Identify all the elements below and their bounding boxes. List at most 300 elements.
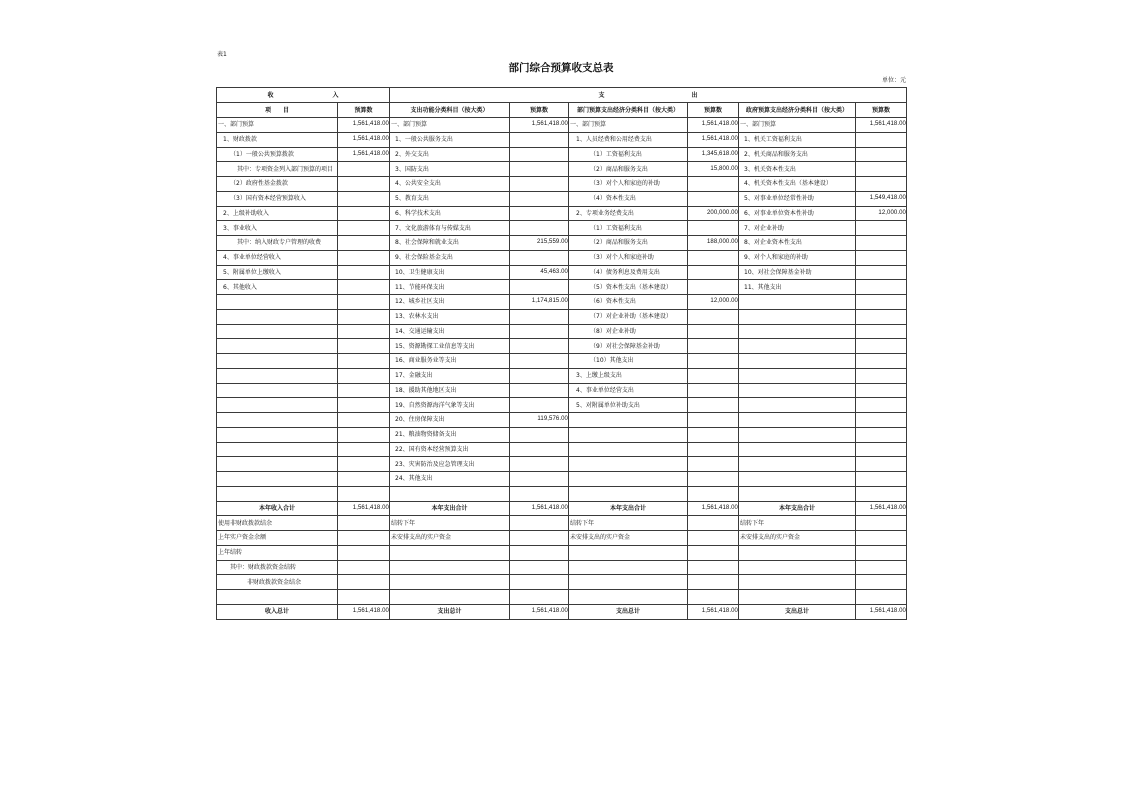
function-budget-cell: 1,174,815.00 <box>510 295 569 310</box>
gov-econ-budget-cell <box>856 486 907 501</box>
function-budget-cell: 119,576.00 <box>510 413 569 428</box>
function-item-cell: 6、科学技术支出 <box>390 206 510 221</box>
function-item-cell: 23、灾害防治及应急管理支出 <box>390 457 510 472</box>
income-budget-cell <box>338 427 390 442</box>
dept-econ-item-cell: （1）工资福利支出 <box>569 147 688 162</box>
expense-header-char: 出 <box>691 91 698 99</box>
income-budget-cell: 1,561,418.00 <box>338 147 390 162</box>
gov-econ-item-cell: 本年支出合计 <box>739 501 856 516</box>
gov-econ-budget-cell <box>856 295 907 310</box>
table-row <box>217 206 907 221</box>
income-item-cell: 3、事业收入 <box>217 221 338 236</box>
dept-econ-budget-cell <box>688 457 739 472</box>
income-budget-cell <box>338 236 390 251</box>
function-budget-cell <box>510 309 569 324</box>
gov-econ-budget-cell <box>856 221 907 236</box>
dept-econ-budget-cell <box>688 560 739 575</box>
income-item-cell <box>217 354 338 369</box>
expense-group-header <box>390 88 907 103</box>
gov-econ-budget-cell <box>856 236 907 251</box>
gov-econ-item-cell <box>739 545 856 560</box>
dept-econ-item-cell: （5）资本性支出（基本建设） <box>569 280 688 295</box>
function-item-cell: 9、社会保险基金支出 <box>390 250 510 265</box>
function-item-cell: 20、住房保障支出 <box>390 413 510 428</box>
table-row <box>217 250 907 265</box>
income-budget-cell <box>338 457 390 472</box>
function-budget-cell <box>510 339 569 354</box>
table-row <box>217 383 907 398</box>
function-budget-cell <box>510 162 569 177</box>
dept-econ-budget-cell <box>688 309 739 324</box>
function-budget-cell <box>510 132 569 147</box>
dept-econ-item-cell: 1、人员经费和公用经费支出 <box>569 132 688 147</box>
function-item-cell: 未安排支出的实户资金 <box>390 531 510 546</box>
function-budget-cell <box>510 191 569 206</box>
gov-econ-item-cell <box>739 295 856 310</box>
gov-econ-budget-cell <box>856 516 907 531</box>
dept-econ-item-cell: 4、事业单位经营支出 <box>569 383 688 398</box>
budget-summary-table <box>216 87 907 620</box>
table-row <box>217 472 907 487</box>
gov-econ-item-cell <box>739 575 856 590</box>
gov-econ-item-cell <box>739 486 856 501</box>
function-budget-cell <box>510 486 569 501</box>
income-budget-cell <box>338 265 390 280</box>
income-budget-cell <box>338 383 390 398</box>
expense-header-char: 支 <box>598 91 605 99</box>
function-budget-cell: 1,561,418.00 <box>510 118 569 133</box>
gov-econ-budget-cell <box>856 560 907 575</box>
dept-econ-budget-cell <box>688 442 739 457</box>
function-item-cell <box>390 590 510 605</box>
gov-econ-item-cell <box>739 368 856 383</box>
income-item-cell: 上年实户资金余额 <box>217 531 338 546</box>
dept-econ-budget-cell: 188,000.00 <box>688 236 739 251</box>
dept-econ-item-cell <box>569 472 688 487</box>
dept-econ-item-cell <box>569 442 688 457</box>
income-budget-cell <box>338 280 390 295</box>
dept-econ-budget-cell <box>688 383 739 398</box>
dept-econ-budget-cell <box>688 265 739 280</box>
income-item-cell: 使用非财政拨款结余 <box>217 516 338 531</box>
gov-econ-item-header: 政府预算支出经济分类科目（按大类） <box>739 103 856 118</box>
gov-econ-item-cell: 未安排支出的实户资金 <box>739 531 856 546</box>
dept-econ-item-cell: 一、部门预算 <box>569 118 688 133</box>
function-budget-cell <box>510 575 569 590</box>
income-budget-cell <box>338 162 390 177</box>
function-item-header: 支出功能分类科目（按大类） <box>390 103 510 118</box>
gov-econ-item-cell: 一、部门预算 <box>739 118 856 133</box>
dept-econ-budget-cell <box>688 354 739 369</box>
function-item-cell: 15、资源勘探工业信息等支出 <box>390 339 510 354</box>
gov-econ-budget-cell <box>856 250 907 265</box>
income-item-cell <box>217 442 338 457</box>
gov-econ-item-cell <box>739 560 856 575</box>
income-budget-cell <box>338 560 390 575</box>
gov-econ-budget-cell <box>856 354 907 369</box>
income-budget-cell <box>338 575 390 590</box>
table-row <box>217 516 907 531</box>
gov-econ-item-cell: 4、机关资本性支出（基本建设） <box>739 177 856 192</box>
dept-econ-item-cell <box>569 575 688 590</box>
function-item-cell <box>390 486 510 501</box>
gov-econ-item-cell: 2、机关商品和服务支出 <box>739 147 856 162</box>
income-budget-cell <box>338 309 390 324</box>
function-budget-header: 预算数 <box>510 103 569 118</box>
gov-econ-item-cell: 8、对企业资本性支出 <box>739 236 856 251</box>
function-budget-cell <box>510 531 569 546</box>
dept-econ-budget-cell <box>688 472 739 487</box>
income-item-cell: 5、附属单位上缴收入 <box>217 265 338 280</box>
gov-econ-budget-cell <box>856 339 907 354</box>
income-header-char: 收 <box>267 91 274 99</box>
income-budget-cell <box>338 486 390 501</box>
income-item-cell <box>217 472 338 487</box>
dept-econ-budget-cell: 200,000.00 <box>688 206 739 221</box>
function-budget-cell <box>510 427 569 442</box>
dept-econ-item-cell: 2、专项业务经费支出 <box>569 206 688 221</box>
income-budget-cell <box>338 442 390 457</box>
income-budget-header: 预算数 <box>338 103 390 118</box>
dept-econ-budget-cell <box>688 339 739 354</box>
gov-econ-item-cell <box>739 472 856 487</box>
function-item-cell: 7、文化旅游体育与传媒支出 <box>390 221 510 236</box>
table-row <box>217 354 907 369</box>
gov-econ-item-cell: 支出总计 <box>739 604 856 619</box>
dept-econ-budget-cell <box>688 177 739 192</box>
dept-econ-budget-cell <box>688 280 739 295</box>
function-item-cell: 8、社会保障和就业支出 <box>390 236 510 251</box>
dept-econ-budget-cell: 1,561,418.00 <box>688 604 739 619</box>
income-budget-cell <box>338 413 390 428</box>
dept-econ-item-cell: （10）其他支出 <box>569 354 688 369</box>
dept-econ-item-cell <box>569 486 688 501</box>
table-row <box>217 309 907 324</box>
function-item-cell: 2、外交支出 <box>390 147 510 162</box>
function-budget-cell <box>510 383 569 398</box>
table-row <box>217 132 907 147</box>
income-budget-cell <box>338 398 390 413</box>
table-row <box>217 221 907 236</box>
function-item-cell: 10、卫生健康支出 <box>390 265 510 280</box>
income-budget-cell: 1,561,418.00 <box>338 501 390 516</box>
income-item-cell: （1）一般公共预算拨款 <box>217 147 338 162</box>
gov-econ-item-cell <box>739 339 856 354</box>
dept-econ-item-cell <box>569 590 688 605</box>
group-header-row <box>217 88 907 103</box>
function-budget-cell <box>510 457 569 472</box>
function-budget-cell: 1,561,418.00 <box>510 501 569 516</box>
dept-econ-budget-cell <box>688 413 739 428</box>
dept-econ-item-cell: （9）对社会保障基金补助 <box>569 339 688 354</box>
income-item-cell: 非财政拨款资金结余 <box>217 575 338 590</box>
function-item-cell: 19、自然资源海洋气象等支出 <box>390 398 510 413</box>
dept-econ-budget-cell <box>688 516 739 531</box>
gov-econ-item-cell <box>739 309 856 324</box>
income-item-cell <box>217 427 338 442</box>
income-item-cell: 1、财政拨款 <box>217 132 338 147</box>
function-item-cell: 3、国防支出 <box>390 162 510 177</box>
function-item-cell: 18、援助其他地区支出 <box>390 383 510 398</box>
gov-econ-budget-cell <box>856 162 907 177</box>
gov-econ-budget-cell <box>856 383 907 398</box>
table-row <box>217 604 907 619</box>
gov-econ-item-cell: 5、对事业单位经常性补助 <box>739 191 856 206</box>
gov-econ-item-cell <box>739 590 856 605</box>
gov-econ-budget-cell <box>856 413 907 428</box>
table-row <box>217 280 907 295</box>
gov-econ-item-cell <box>739 324 856 339</box>
table-row <box>217 442 907 457</box>
gov-econ-budget-cell <box>856 472 907 487</box>
gov-econ-budget-cell <box>856 280 907 295</box>
income-item-cell: 其中：财政拨款资金结转 <box>217 560 338 575</box>
function-budget-cell <box>510 177 569 192</box>
income-item-cell: （3）国有资本经营预算收入 <box>217 191 338 206</box>
income-budget-cell <box>338 368 390 383</box>
table-row <box>217 236 907 251</box>
income-budget-cell <box>338 516 390 531</box>
income-item-cell <box>217 295 338 310</box>
dept-econ-item-cell <box>569 413 688 428</box>
gov-econ-budget-cell <box>856 531 907 546</box>
function-budget-cell <box>510 354 569 369</box>
dept-econ-budget-cell <box>688 590 739 605</box>
function-budget-cell <box>510 368 569 383</box>
dept-econ-item-cell: 3、上缴上级支出 <box>569 368 688 383</box>
gov-econ-budget-cell <box>856 368 907 383</box>
gov-econ-item-cell <box>739 398 856 413</box>
income-item-cell: 2、上级补助收入 <box>217 206 338 221</box>
column-header-row <box>217 103 907 118</box>
table-row <box>217 118 907 133</box>
function-item-cell <box>390 545 510 560</box>
dept-econ-budget-cell <box>688 368 739 383</box>
income-item-cell: 上年结转 <box>217 545 338 560</box>
gov-econ-item-cell: 结转下年 <box>739 516 856 531</box>
table-row <box>217 427 907 442</box>
gov-econ-item-cell: 7、对企业补助 <box>739 221 856 236</box>
income-budget-cell: 1,561,418.00 <box>338 118 390 133</box>
income-item-cell <box>217 457 338 472</box>
dept-econ-budget-cell <box>688 191 739 206</box>
gov-econ-item-cell <box>739 354 856 369</box>
income-budget-cell <box>338 324 390 339</box>
income-item-cell: （2）政府性基金拨款 <box>217 177 338 192</box>
income-budget-cell <box>338 545 390 560</box>
dept-econ-budget-cell: 1,561,418.00 <box>688 118 739 133</box>
table-row <box>217 575 907 590</box>
gov-econ-budget-cell <box>856 427 907 442</box>
function-budget-cell <box>510 545 569 560</box>
income-budget-cell <box>338 221 390 236</box>
dept-econ-budget-cell <box>688 531 739 546</box>
dept-econ-budget-cell: 1,345,618.00 <box>688 147 739 162</box>
dept-econ-item-header: 部门预算支出经济分类科目（按大类） <box>569 103 688 118</box>
gov-econ-item-cell: 6、对事业单位资本性补助 <box>739 206 856 221</box>
page-title: 部门综合预算收支总表 <box>508 62 614 74</box>
function-budget-cell: 215,559.00 <box>510 236 569 251</box>
income-group-header <box>217 88 390 103</box>
gov-econ-budget-cell <box>856 265 907 280</box>
income-item-cell: 一、部门预算 <box>217 118 338 133</box>
table-row <box>217 324 907 339</box>
dept-econ-budget-cell <box>688 221 739 236</box>
gov-econ-budget-cell <box>856 575 907 590</box>
table-row <box>217 413 907 428</box>
dept-econ-budget-cell <box>688 575 739 590</box>
income-item-cell: 其中：专项资金列入部门预算的项目 <box>217 162 338 177</box>
gov-econ-budget-cell: 1,561,418.00 <box>856 118 907 133</box>
function-item-cell <box>390 575 510 590</box>
table-row <box>217 295 907 310</box>
income-item-cell <box>217 324 338 339</box>
gov-econ-budget-cell <box>856 457 907 472</box>
dept-econ-item-cell: （8）对企业补助 <box>569 324 688 339</box>
income-budget-cell <box>338 354 390 369</box>
income-budget-cell <box>338 206 390 221</box>
function-budget-cell <box>510 472 569 487</box>
gov-econ-item-cell: 11、其他支出 <box>739 280 856 295</box>
function-item-cell: 22、国有资本经营预算支出 <box>390 442 510 457</box>
function-item-cell: 支出总计 <box>390 604 510 619</box>
dept-econ-item-cell: 未安排支出的实户资金 <box>569 531 688 546</box>
dept-econ-budget-cell: 15,800.00 <box>688 162 739 177</box>
function-budget-cell <box>510 442 569 457</box>
income-item-cell: 4、事业单位经营收入 <box>217 250 338 265</box>
income-budget-cell <box>338 191 390 206</box>
function-item-cell: 17、金融支出 <box>390 368 510 383</box>
table-row <box>217 545 907 560</box>
dept-econ-budget-cell <box>688 427 739 442</box>
dept-econ-budget-cell <box>688 250 739 265</box>
gov-econ-budget-cell <box>856 324 907 339</box>
dept-econ-item-cell: （2）商品和服务支出 <box>569 236 688 251</box>
function-item-cell <box>390 560 510 575</box>
gov-econ-item-cell <box>739 413 856 428</box>
income-item-cell <box>217 383 338 398</box>
gov-econ-budget-cell <box>856 177 907 192</box>
income-item-cell <box>217 309 338 324</box>
function-item-cell: 14、交通运输支出 <box>390 324 510 339</box>
gov-econ-budget-cell <box>856 545 907 560</box>
income-item-cell: 收入总计 <box>217 604 338 619</box>
dept-econ-item-cell: （6）资本性支出 <box>569 295 688 310</box>
income-item-cell <box>217 413 338 428</box>
dept-econ-item-cell <box>569 545 688 560</box>
dept-econ-item-cell: 结转下年 <box>569 516 688 531</box>
dept-econ-budget-cell <box>688 324 739 339</box>
gov-econ-item-cell: 9、对个人和家庭的补助 <box>739 250 856 265</box>
income-budget-cell: 1,561,418.00 <box>338 132 390 147</box>
gov-econ-budget-cell <box>856 147 907 162</box>
gov-econ-budget-cell <box>856 309 907 324</box>
function-item-cell: 5、教育支出 <box>390 191 510 206</box>
table-row <box>217 162 907 177</box>
table-row <box>217 177 907 192</box>
income-budget-cell <box>338 295 390 310</box>
gov-econ-budget-cell <box>856 442 907 457</box>
function-item-cell: 24、其他支出 <box>390 472 510 487</box>
dept-econ-item-cell: 本年支出合计 <box>569 501 688 516</box>
table-row <box>217 486 907 501</box>
income-budget-cell <box>338 250 390 265</box>
income-item-cell <box>217 368 338 383</box>
gov-econ-item-cell: 10、对社会保障基金补助 <box>739 265 856 280</box>
dept-econ-item-cell <box>569 427 688 442</box>
function-budget-cell <box>510 516 569 531</box>
function-budget-cell <box>510 221 569 236</box>
income-budget-cell <box>338 339 390 354</box>
table-row <box>217 531 907 546</box>
income-item-cell: 6、其他收入 <box>217 280 338 295</box>
function-item-cell: 4、公共安全支出 <box>390 177 510 192</box>
gov-econ-item-cell <box>739 457 856 472</box>
function-budget-cell <box>510 324 569 339</box>
income-item-cell: 本年收入合计 <box>217 501 338 516</box>
table-row <box>217 265 907 280</box>
gov-econ-item-cell: 3、机关资本性支出 <box>739 162 856 177</box>
dept-econ-budget-cell: 1,561,418.00 <box>688 501 739 516</box>
dept-econ-item-cell <box>569 457 688 472</box>
dept-econ-item-cell <box>569 560 688 575</box>
function-item-cell: 一、部门预算 <box>390 118 510 133</box>
function-item-cell: 12、城乡社区支出 <box>390 295 510 310</box>
function-budget-cell <box>510 206 569 221</box>
table-row <box>217 560 907 575</box>
dept-econ-item-cell: 支出总计 <box>569 604 688 619</box>
gov-econ-item-cell <box>739 442 856 457</box>
dept-econ-item-cell: （4）债务利息及费用支出 <box>569 265 688 280</box>
income-item-cell <box>217 486 338 501</box>
function-item-cell: 21、粮油物资储备支出 <box>390 427 510 442</box>
function-item-cell: 13、农林水支出 <box>390 309 510 324</box>
gov-econ-budget-cell <box>856 132 907 147</box>
dept-econ-budget-header: 预算数 <box>688 103 739 118</box>
table-row <box>217 590 907 605</box>
function-budget-cell <box>510 560 569 575</box>
function-item-cell: 11、节能环保支出 <box>390 280 510 295</box>
gov-econ-budget-cell <box>856 590 907 605</box>
table-row <box>217 147 907 162</box>
unit-label: 单位：元 <box>881 77 906 84</box>
dept-econ-budget-cell <box>688 486 739 501</box>
dept-econ-item-cell: （3）对个人和家庭补助 <box>569 250 688 265</box>
dept-econ-item-cell: （4）资本性支出 <box>569 191 688 206</box>
function-item-cell: 结转下年 <box>390 516 510 531</box>
gov-econ-item-cell: 1、机关工资福利支出 <box>739 132 856 147</box>
function-budget-cell: 45,463.00 <box>510 265 569 280</box>
income-item-cell <box>217 398 338 413</box>
gov-econ-budget-cell: 1,561,418.00 <box>856 501 907 516</box>
income-item-cell <box>217 339 338 354</box>
income-item-cell <box>217 590 338 605</box>
income-budget-cell <box>338 590 390 605</box>
gov-econ-budget-header: 预算数 <box>856 103 907 118</box>
function-budget-cell <box>510 280 569 295</box>
function-budget-cell: 1,561,418.00 <box>510 604 569 619</box>
dept-econ-item-cell: （7）对企业补助（基本建设） <box>569 309 688 324</box>
dept-econ-item-cell: （1）工资福利支出 <box>569 221 688 236</box>
function-budget-cell <box>510 250 569 265</box>
sheet-label: 表1 <box>217 51 227 58</box>
dept-econ-budget-cell: 12,000.00 <box>688 295 739 310</box>
table-row <box>217 368 907 383</box>
dept-econ-item-cell: 5、对附属单位补助支出 <box>569 398 688 413</box>
table-row <box>217 339 907 354</box>
income-item-header: 项 目 <box>217 103 338 118</box>
table-row <box>217 191 907 206</box>
